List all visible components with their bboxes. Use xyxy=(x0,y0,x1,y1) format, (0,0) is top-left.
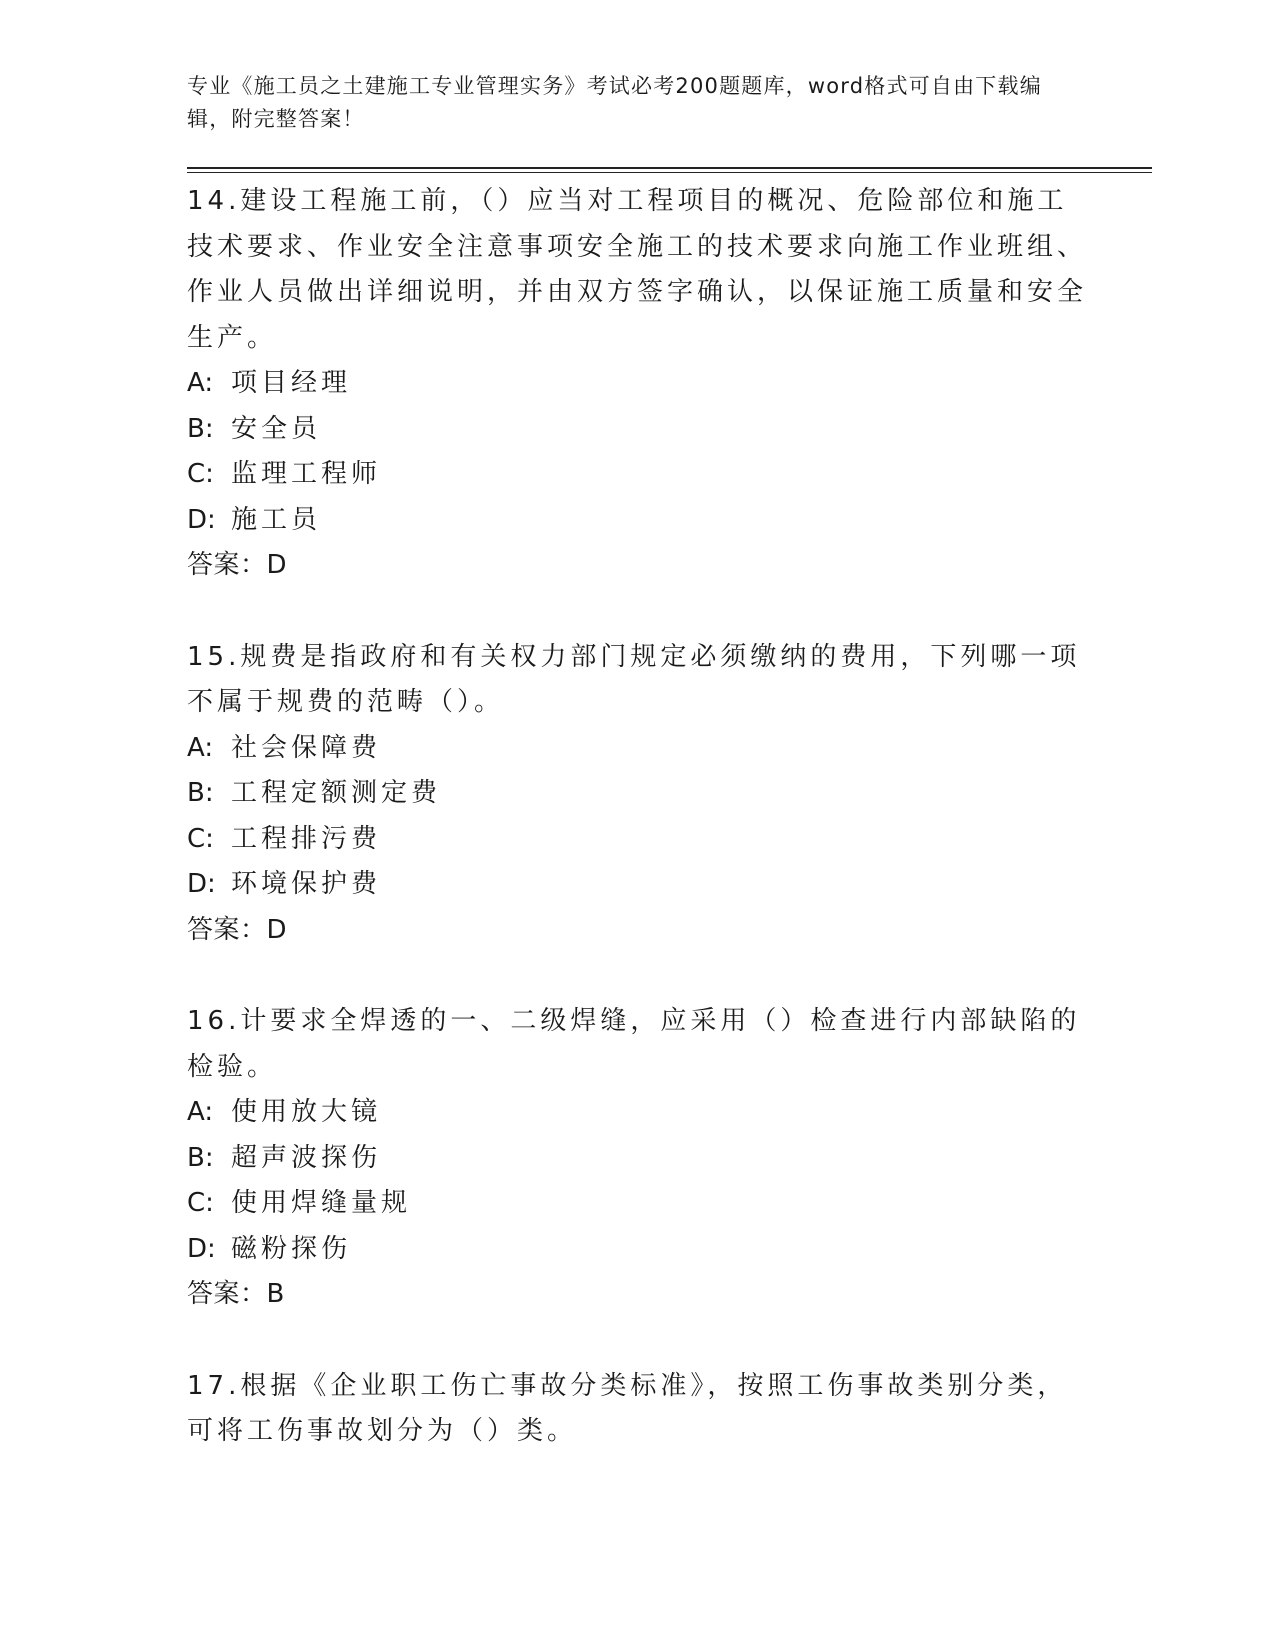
question-14 xyxy=(187,179,1152,589)
document-page xyxy=(187,70,1152,1455)
answer: 答案：D xyxy=(187,914,288,945)
option-text: 环境保护费 xyxy=(231,869,382,899)
option-c xyxy=(187,1181,1152,1227)
question-text: 14.建设工程施工前，（）应当对工程项目的概况、危险部位和施工技术要求、作业安全注意事项安全施工的技术要求向施工作业班组、作业人员做出详细说明，并由双方签字确认，以保证施工质量和安全生产。 xyxy=(187,186,1088,353)
header-divider xyxy=(187,167,1152,169)
option-text: 社会保障费 xyxy=(231,732,382,763)
question-15 xyxy=(187,635,1152,954)
option-d xyxy=(187,862,1152,908)
option-label: B: xyxy=(187,778,214,808)
question-16 xyxy=(187,999,1152,1318)
option-text: 工程排污费 xyxy=(231,823,382,854)
option-text: 使用放大镜 xyxy=(231,1097,382,1127)
option-text: 工程定额测定费 xyxy=(231,778,442,808)
option-a xyxy=(187,1090,1152,1136)
option-c xyxy=(187,452,1152,498)
option-label: D: xyxy=(187,1233,216,1264)
option-label: C: xyxy=(187,1188,214,1218)
option-label: B: xyxy=(187,413,214,444)
option-label: C: xyxy=(187,459,214,489)
answer: 答案：D xyxy=(187,550,288,580)
option-d xyxy=(187,498,1152,544)
option-text: 施工员 xyxy=(231,504,322,535)
option-text: 安全员 xyxy=(231,413,322,444)
question-text: 15.规费是指政府和有关权力部门规定必须缴纳的费用，下列哪一项不属于规费的范畴（）。 xyxy=(187,641,1081,717)
option-a xyxy=(187,361,1152,407)
option-label: A: xyxy=(187,732,214,763)
option-text: 磁粉探伤 xyxy=(231,1233,352,1264)
answer: 答案：B xyxy=(187,1279,285,1309)
option-b xyxy=(187,771,1152,817)
option-text: 项目经理 xyxy=(231,368,352,398)
option-text: 监理工程师 xyxy=(231,459,382,489)
option-label: C: xyxy=(187,823,214,854)
option-b xyxy=(187,1136,1152,1182)
question-text: 16.计要求全焊透的一、二级焊缝，应采用（）检查进行内部缺陷的检验。 xyxy=(187,1006,1081,1082)
option-label: B: xyxy=(187,1142,214,1173)
option-text: 使用焊缝量规 xyxy=(231,1188,412,1218)
option-text: 超声波探伤 xyxy=(231,1142,382,1173)
option-label: D: xyxy=(187,504,216,535)
question-17 xyxy=(187,1364,1152,1455)
option-a xyxy=(187,726,1152,772)
option-label: A: xyxy=(187,368,214,398)
option-label: D: xyxy=(187,869,216,899)
option-d xyxy=(187,1227,1152,1273)
option-label: A: xyxy=(187,1097,214,1127)
page-header: 专业《施工员之土建施工专业管理实务》考试必考200题题库，word格式可自由下载编辑，附完整答案！ xyxy=(187,74,1042,131)
option-c xyxy=(187,817,1152,863)
question-text: 17.根据《企业职工伤亡事故分类标准》，按照工伤事故类别分类，可将工伤事故划分为（）类。 xyxy=(187,1370,1068,1446)
option-b xyxy=(187,407,1152,453)
